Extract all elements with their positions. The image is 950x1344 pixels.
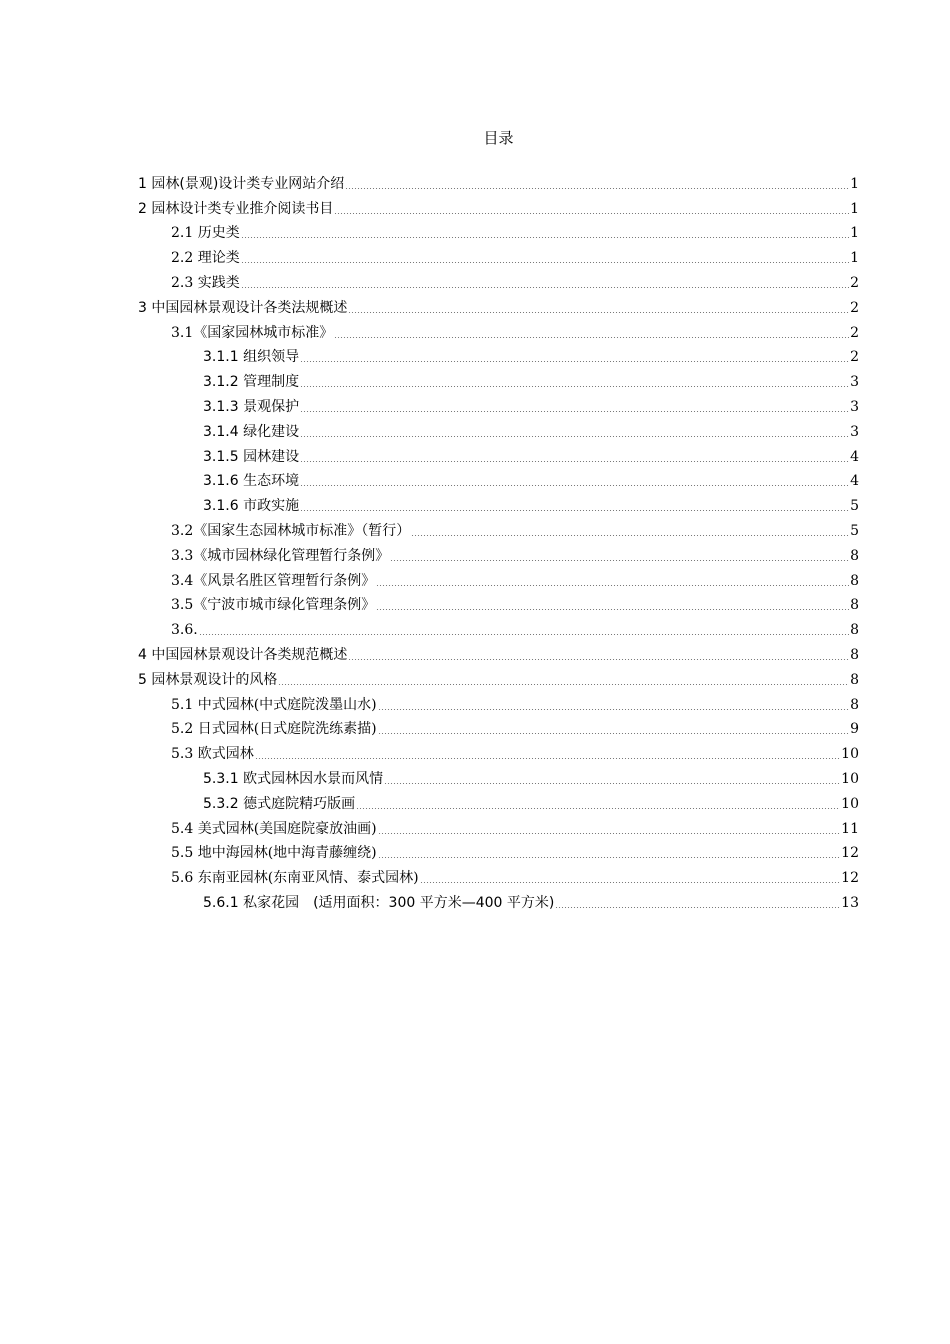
- toc-entry-text: 5.1 中式园林(中式庭院泼墨山水): [171, 696, 377, 713]
- toc-entry-page: 5: [850, 522, 859, 539]
- toc-entry[interactable]: [203, 393, 859, 418]
- toc-entry-text: 3.1.6 生态环境: [203, 473, 300, 490]
- toc-leader: [300, 411, 849, 412]
- toc-entry-page: 1: [850, 200, 859, 217]
- toc-entry-text: 3.1.3 景观保护: [203, 398, 300, 415]
- toc-entry-page: 12: [841, 845, 859, 862]
- toc-entry[interactable]: [203, 790, 859, 815]
- toc-entry[interactable]: [203, 443, 859, 468]
- toc-leader: [390, 560, 849, 561]
- toc-entry[interactable]: [171, 220, 859, 245]
- toc-entry[interactable]: [171, 740, 859, 765]
- toc-leader: [345, 188, 849, 189]
- toc-leader: [411, 535, 849, 536]
- toc-entry-page: 2: [850, 299, 859, 316]
- toc-entry-page: 3: [850, 374, 859, 391]
- toc-entry-text: 5.4 美式园林(美国庭院豪放油画): [171, 820, 377, 837]
- toc-leader: [300, 510, 849, 511]
- toc-leader: [278, 684, 849, 685]
- toc-entry-page: 10: [841, 770, 859, 787]
- toc-entry-text: 3.1.5 园林建设: [203, 448, 300, 465]
- toc-entry-page: 13: [841, 894, 859, 911]
- toc-entry[interactable]: [203, 418, 859, 443]
- toc-entry[interactable]: [203, 889, 859, 914]
- toc-leader: [378, 709, 849, 710]
- toc-entry[interactable]: [138, 170, 859, 195]
- toc-entry[interactable]: [171, 592, 859, 617]
- toc-leader: [378, 833, 841, 834]
- toc-leader: [348, 659, 849, 660]
- toc-entry-text: 3.1.6 市政实施: [203, 498, 300, 515]
- toc-entry-text: 3.1.1 组织领导: [203, 349, 300, 366]
- toc-entry-text: 4 中国园林景观设计各类规范概述: [138, 646, 348, 663]
- toc-leader: [378, 733, 849, 734]
- toc-entry[interactable]: [203, 344, 859, 369]
- toc-entry-text: 5.3 欧式园林: [171, 746, 254, 763]
- toc-entry[interactable]: [203, 765, 859, 790]
- toc-entry-page: 2: [850, 274, 859, 291]
- toc-leader: [300, 361, 849, 362]
- toc-leader: [241, 237, 849, 238]
- toc-entry[interactable]: [171, 542, 859, 567]
- toc-entry[interactable]: [171, 517, 859, 542]
- toc-entry-text: 3.1.4 绿化建设: [203, 423, 300, 440]
- toc-entry-page: 4: [850, 473, 859, 490]
- toc-entry-text: 3.5《宁波市城市绿化管理条例》: [171, 597, 376, 614]
- toc-leader: [378, 857, 841, 858]
- toc-leader: [241, 262, 849, 263]
- toc-entry[interactable]: [203, 468, 859, 493]
- toc-entry-page: 2: [850, 324, 859, 341]
- toc-entry-text: 3.1《国家园林城市标准》: [171, 324, 334, 341]
- toc-entry-text: 1 园林(景观)设计类专业网站介绍: [138, 175, 345, 192]
- toc-entry-page: 5: [850, 498, 859, 515]
- toc-leader: [300, 461, 849, 462]
- toc-entry-page: 10: [841, 746, 859, 763]
- toc-entry-text: 3.1.2 管理制度: [203, 374, 300, 391]
- toc-entry-page: 12: [841, 870, 859, 887]
- toc-entry[interactable]: [138, 666, 859, 691]
- toc-entry-text: 5.3.1 欧式园林因水景而风情: [203, 770, 384, 787]
- toc-entry-text: 3.3《城市园林绿化管理暂行条例》: [171, 547, 390, 564]
- toc-entry-text: 3.2《国家生态园林城市标准》（暂行）: [171, 522, 411, 539]
- toc-entry-page: 1: [850, 250, 859, 267]
- toc-entry-page: 8: [850, 622, 859, 639]
- toc-entry[interactable]: [171, 716, 859, 741]
- toc-entry[interactable]: [171, 840, 859, 865]
- toc-entry-page: 8: [850, 572, 859, 589]
- toc-entry[interactable]: [138, 195, 859, 220]
- toc-entry-page: 1: [850, 225, 859, 242]
- toc-entry[interactable]: [171, 864, 859, 889]
- toc-entry-text: 2 园林设计类专业推介阅读书目: [138, 200, 334, 217]
- toc-entry[interactable]: [171, 244, 859, 269]
- toc-leader: [384, 783, 840, 784]
- table-of-contents: [0, 170, 950, 914]
- toc-leader: [334, 213, 849, 214]
- toc-entry-text: 5.6.1 私家花园 (适用面积：300 平方米—400 平方米): [203, 894, 555, 911]
- toc-entry-page: 3: [850, 423, 859, 440]
- toc-leader: [376, 609, 849, 610]
- toc-entry-page: 2: [850, 349, 859, 366]
- toc-entry-text: 5.5 地中海园林(地中海青藤缠绕): [171, 845, 377, 862]
- toc-entry-page: 8: [850, 597, 859, 614]
- toc-leader: [300, 436, 849, 437]
- toc-entry-text: 2.3 实践类: [171, 274, 240, 291]
- toc-entry-page: 9: [850, 721, 859, 738]
- toc-entry-page: 8: [850, 671, 859, 688]
- toc-leader: [555, 907, 840, 908]
- toc-entry-text: 5.6 东南亚园林(东南亚风情、泰式园林): [171, 870, 419, 887]
- toc-entry[interactable]: [203, 492, 859, 517]
- toc-entry[interactable]: [171, 616, 859, 641]
- toc-entry-page: 8: [850, 547, 859, 564]
- toc-leader: [300, 386, 849, 387]
- toc-entry-page: 3: [850, 398, 859, 415]
- toc-leader: [300, 485, 849, 486]
- toc-entry[interactable]: [138, 641, 859, 666]
- toc-entry-text: 5 园林景观设计的风格: [138, 671, 278, 688]
- toc-entry-page: 11: [841, 820, 859, 837]
- toc-leader: [376, 585, 849, 586]
- toc-entry[interactable]: [203, 368, 859, 393]
- toc-leader: [241, 287, 849, 288]
- toc-entry-page: 10: [841, 795, 859, 812]
- toc-entry-text: 5.3.2 德式庭院精巧版画: [203, 795, 356, 812]
- toc-entry-text: 3.6.: [171, 622, 198, 639]
- toc-entry-text: 5.2 日式园林(日式庭院洗练素描): [171, 721, 377, 738]
- toc-entry[interactable]: [171, 815, 859, 840]
- toc-leader: [255, 758, 840, 759]
- toc-entry-page: 4: [850, 448, 859, 465]
- toc-entry-page: 8: [850, 696, 859, 713]
- toc-entry[interactable]: [171, 269, 859, 294]
- toc-entry-text: 3.4《风景名胜区管理暂行条例》: [171, 572, 376, 589]
- toc-entry-page: 8: [850, 646, 859, 663]
- toc-entry[interactable]: [138, 294, 859, 319]
- toc-entry-text: 2.1 历史类: [171, 225, 240, 242]
- toc-leader: [334, 337, 849, 338]
- toc-entry[interactable]: [171, 319, 859, 344]
- toc-entry-page: 1: [850, 175, 859, 192]
- toc-title: 目录: [483, 129, 514, 147]
- toc-entry-text: 2.2 理论类: [171, 250, 240, 267]
- toc-leader: [348, 312, 849, 313]
- toc-leader: [356, 808, 840, 809]
- toc-entry[interactable]: [171, 567, 859, 592]
- toc-leader: [199, 634, 849, 635]
- toc-entry-text: 3 中国园林景观设计各类法规概述: [138, 299, 348, 316]
- toc-leader: [420, 882, 841, 883]
- toc-entry[interactable]: [171, 691, 859, 716]
